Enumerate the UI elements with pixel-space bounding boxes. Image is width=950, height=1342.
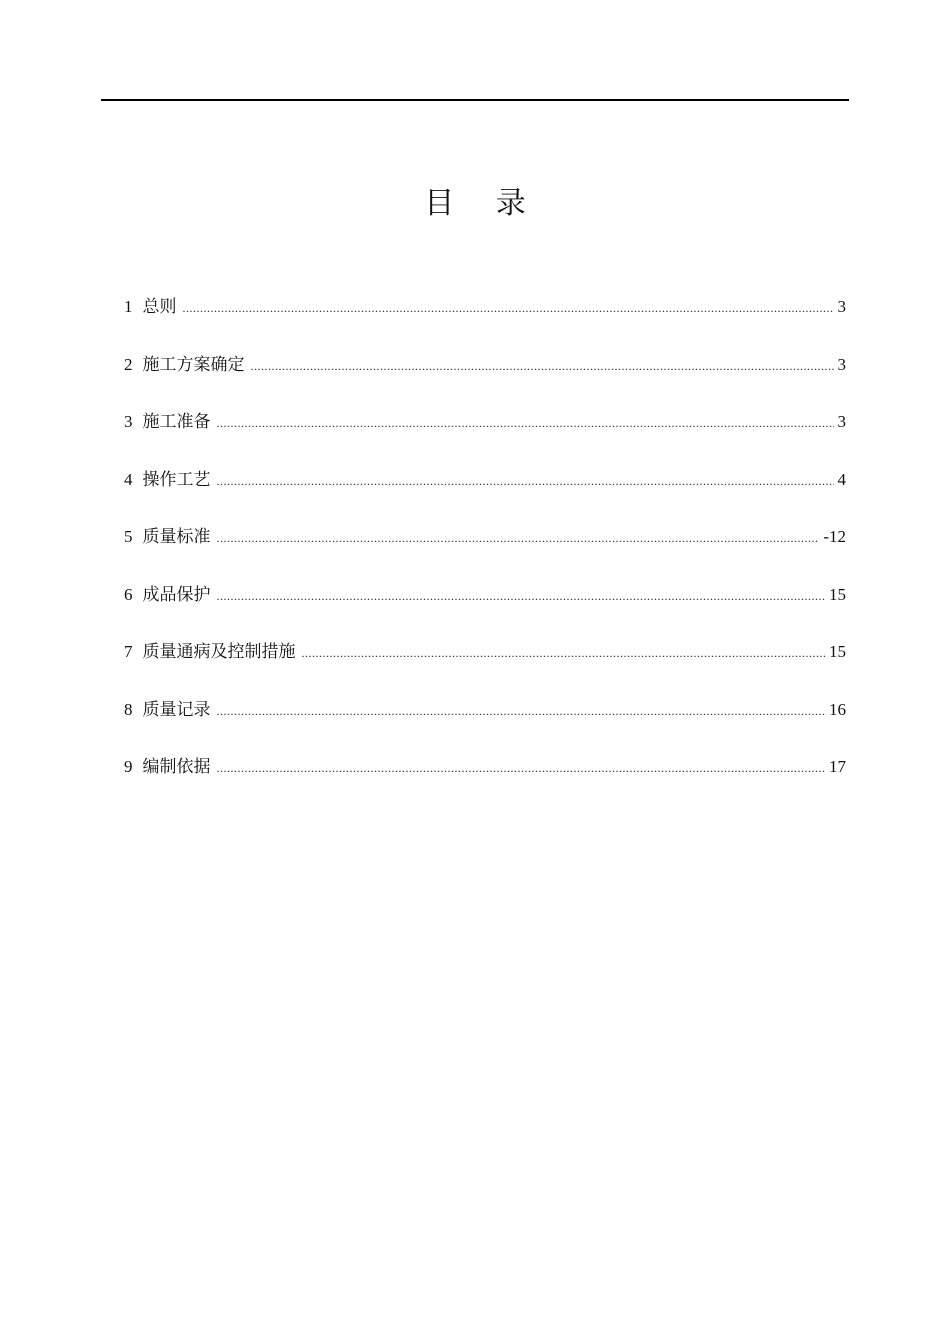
toc-leader-dots — [251, 351, 834, 381]
toc-entry-number: 3 — [124, 412, 133, 431]
toc-title: 目 录 — [424, 186, 542, 221]
toc-entry-page: 15 — [829, 642, 846, 661]
toc-entry[interactable] — [124, 580, 846, 638]
toc-entry-number: 4 — [124, 469, 133, 489]
toc-list — [124, 292, 846, 810]
toc-leader-dots — [217, 408, 834, 438]
toc-entry[interactable] — [124, 637, 846, 695]
toc-entry-page: 17 — [829, 757, 846, 776]
toc-entry[interactable] — [124, 407, 846, 465]
toc-leader-dots — [217, 753, 826, 783]
toc-entry-title: 质量通病及控制措施 — [142, 642, 296, 662]
toc-entry-page: 3 — [837, 297, 846, 316]
toc-entry-page: 16 — [829, 699, 846, 719]
toc-entry-page: 3 — [837, 412, 846, 431]
toc-entry[interactable] — [124, 465, 846, 523]
toc-entry-number: 7 — [124, 642, 133, 661]
toc-entry[interactable] — [124, 350, 846, 408]
toc-entry-title: 操作工艺 — [142, 469, 211, 490]
toc-entry-title: 施工准备 — [142, 412, 211, 432]
toc-leader-dots — [217, 696, 826, 726]
toc-entry[interactable] — [124, 522, 846, 580]
toc-leader-dots — [217, 581, 826, 611]
toc-entry[interactable] — [124, 695, 846, 753]
toc-leader-dots — [217, 523, 820, 553]
toc-entry-number: 8 — [124, 699, 133, 719]
toc-entry-page: 4 — [837, 469, 846, 489]
toc-leader-dots — [183, 293, 834, 323]
toc-entry-page: -12 — [823, 527, 846, 546]
toc-leader-dots — [302, 638, 826, 668]
toc-entry-title: 总则 — [142, 297, 177, 317]
header-rule — [101, 99, 849, 101]
toc-entry-number: 5 — [124, 527, 133, 546]
toc-entry-number: 2 — [124, 354, 133, 374]
toc-entry-page: 15 — [829, 584, 846, 604]
toc-entry-number: 9 — [124, 757, 133, 776]
toc-entry-number: 6 — [124, 584, 133, 604]
toc-entry[interactable] — [124, 292, 846, 350]
toc-entry-title: 编制依据 — [142, 757, 211, 777]
toc-entry-title: 质量记录 — [142, 699, 211, 720]
toc-entry-title: 成品保护 — [142, 584, 211, 605]
toc-entry-title: 质量标准 — [142, 527, 211, 547]
toc-leader-dots — [217, 466, 834, 496]
toc-entry[interactable] — [124, 752, 846, 810]
toc-entry-page: 3 — [837, 354, 846, 374]
toc-entry-title: 施工方案确定 — [142, 354, 245, 375]
toc-entry-number: 1 — [124, 297, 133, 316]
